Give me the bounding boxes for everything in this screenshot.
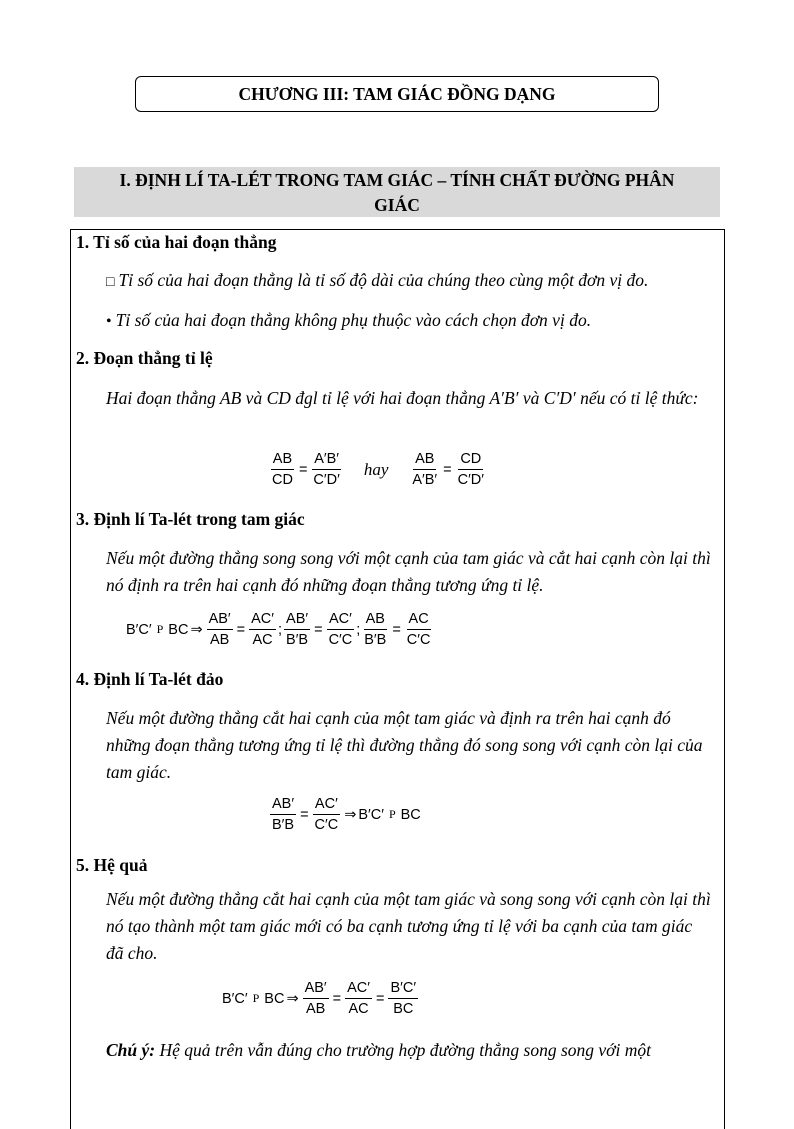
implies-symbol: ⇒ — [286, 990, 299, 1007]
note-label: Chú ý: — [106, 1040, 156, 1060]
parallel-symbol: P — [388, 807, 396, 821]
note-paragraph — [106, 1037, 712, 1064]
formula-converse-thales: $\frac{AB'}{B'B}$ = $\frac{AC'}{C'C}$ ⇒ B′C′ P BC — [272, 796, 421, 833]
fraction: $\frac{AC'}{C'C}$ — [328, 611, 353, 648]
thales-theorem-text: Nếu một đường thẳng song song với một cạnh của tam giác và cắt hai cạnh còn lại thì nó định ra trên hai cạnh đó những đoạn thẳng tương ứng tỉ lệ. — [106, 548, 711, 595]
fraction: $\frac{AB'}{AB}$ — [208, 611, 231, 648]
formula-corollary: B′C′ P BC ⇒ $\frac{AB'}{AB}$ = $\frac{AC'}{AC}$ = $\frac{B'C'}{BC}$ — [222, 980, 417, 1017]
fraction: $\frac{AB}{A'B'}$ — [412, 451, 438, 488]
bullet-text: Tỉ số của hai đoạn thẳng là tỉ số độ dài của chúng theo cùng một đơn vị đo. — [118, 270, 649, 290]
bullet-text: Tỉ số của hai đoạn thẳng không phụ thuộc vào cách chọn đơn vị đo. — [115, 310, 592, 330]
word-hay: hay — [363, 459, 389, 479]
section-title-line1: I. ĐỊNH LÍ TA-LÉT TRONG TAM GIÁC – TÍNH CHẤT ĐƯỜNG PHÂN — [119, 170, 675, 190]
fraction: $\frac{AC'}{AC}$ — [347, 980, 370, 1017]
note-text: Hệ quả trên vẫn đúng cho trường hợp đường thẳng song song với một — [155, 1040, 651, 1060]
checkbox-icon: □ — [106, 275, 115, 290]
heading-proportional-segments: 2. Đoạn thẳng tỉ lệ — [76, 348, 213, 368]
parallel-symbol: P — [252, 991, 260, 1005]
implies-symbol: ⇒ — [190, 621, 203, 638]
bullet-ratio-independence — [106, 307, 712, 335]
converse-thales-text: Nếu một đường thẳng cắt hai cạnh của một tam giác và định ra trên hai cạnh đó những đoạn thẳng tương ứng tỉ lệ thì đường thẳng đó song song với cạnh còn lại của tam giác. — [106, 708, 703, 782]
fraction: $\frac{AC'}{C'C}$ — [314, 796, 339, 833]
section-title — [74, 167, 720, 217]
implies-symbol: ⇒ — [344, 806, 357, 823]
bullet-dot-icon: • — [106, 313, 112, 330]
fraction: $\frac{AC'}{AC}$ — [251, 611, 274, 648]
bullet-ratio-definition — [106, 267, 712, 296]
fraction: $\frac{AB}{CD}$ — [272, 451, 293, 488]
formula-proportion: $\frac{AB}{CD}$ = $\frac{A'B'}{C'D'}$ hay $\frac{AB}{A'B'}$ = $\frac{CD}{C'D'}$ — [272, 451, 484, 488]
fraction: $\frac{AB'}{B'B}$ — [272, 796, 295, 833]
heading-converse-thales: 4. Định lí Ta-lét đảo — [76, 669, 224, 689]
fraction: $\frac{AB'}{AB}$ — [304, 980, 327, 1017]
section-title-line2: GIÁC — [374, 195, 420, 215]
fraction: $\frac{CD}{C'D'}$ — [457, 451, 484, 488]
fraction: $\frac{AB'}{B'B}$ — [286, 611, 309, 648]
formula-thales: B′C′ P BC ⇒ $\frac{AB'}{AB}$ = $\frac{AC'}{AC}$ ; $\frac{AB'}{B'B}$ = $\frac{AC'}{C'C}$ ; $\frac{AB}{B'B}$ = $\frac{AC}{C'C}$ — [126, 611, 431, 648]
proportional-segments-text: Hai đoạn thẳng AB và CD đgl tỉ lệ với hai đoạn thẳng A′B′ và C′D′ nếu có tỉ lệ thức: — [106, 388, 699, 408]
heading-corollary: 5. Hệ quả — [76, 855, 148, 875]
heading-thales-theorem: 3. Định lí Ta-lét trong tam giác — [76, 509, 305, 529]
parallel-symbol: P — [156, 622, 164, 636]
fraction: $\frac{B'C'}{BC}$ — [390, 980, 417, 1017]
chapter-title: CHƯƠNG III: TAM GIÁC ĐỒNG DẠNG — [135, 76, 659, 112]
fraction: $\frac{A'B'}{C'D'}$ — [313, 451, 340, 488]
fraction: $\frac{AB}{B'B}$ — [364, 611, 387, 648]
heading-ratio-of-segments: 1. Tỉ số của hai đoạn thẳng — [76, 232, 277, 252]
fraction: $\frac{AC}{C'C}$ — [406, 611, 431, 648]
corollary-text: Nếu một đường thẳng cắt hai cạnh của một tam giác và song song với cạnh còn lại thì nó tạo thành một tam giác mới có ba cạnh tương ứng tỉ lệ với ba cạnh của tam giác đã cho. — [106, 889, 711, 963]
